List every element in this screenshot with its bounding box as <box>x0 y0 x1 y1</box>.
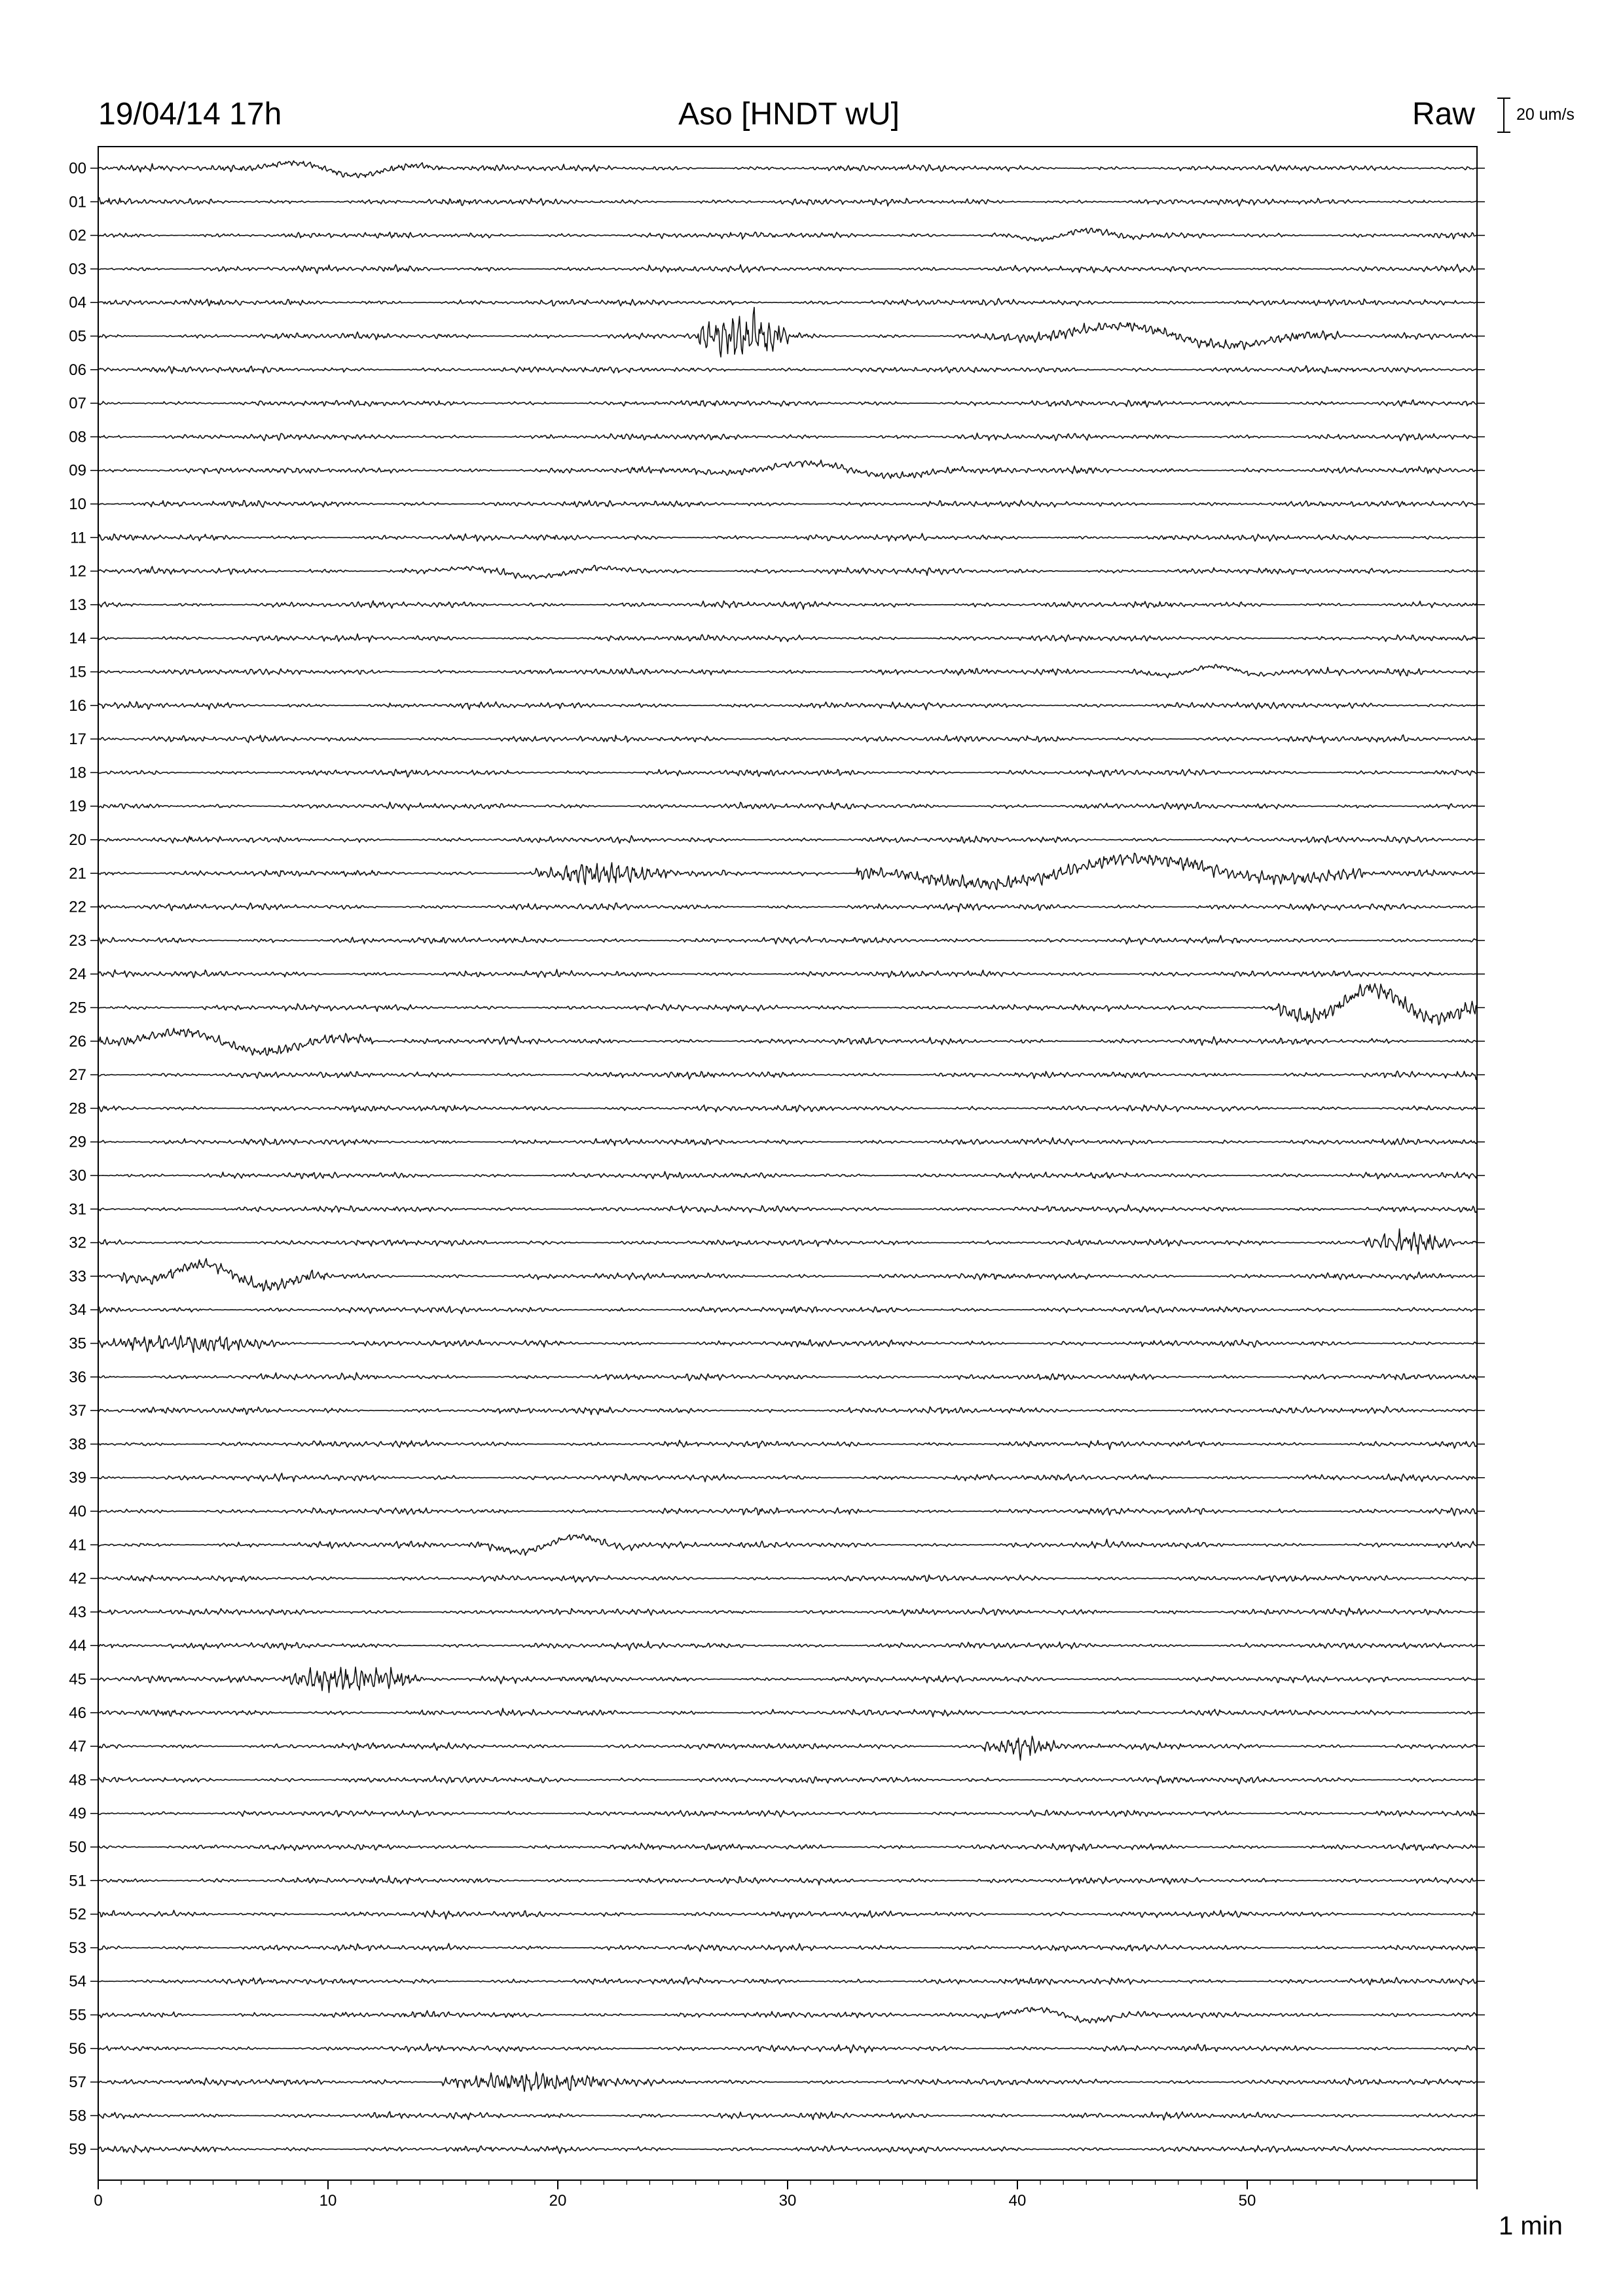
plot-frame <box>98 147 1477 2180</box>
trace-row <box>69 1667 1485 1693</box>
trace-row <box>69 1872 1485 1890</box>
trace-59 <box>98 2145 1477 2153</box>
row-label: 27 <box>69 1066 86 1085</box>
trace-row <box>69 428 1485 446</box>
trace-17 <box>98 735 1477 743</box>
trace-53 <box>98 1943 1477 1952</box>
trace-row <box>69 395 1485 412</box>
row-label: 25 <box>69 999 86 1017</box>
trace-row <box>69 899 1485 916</box>
trace-44 <box>98 1641 1477 1650</box>
trace-37 <box>98 1407 1477 1414</box>
x-tick-label: 50 <box>1238 2192 1256 2210</box>
trace-row <box>69 1100 1485 1117</box>
x-axis <box>94 2180 1477 2210</box>
trace-49 <box>98 1810 1477 1818</box>
trace-10 <box>98 500 1477 507</box>
trace-13 <box>98 601 1477 609</box>
trace-46 <box>98 1708 1477 1717</box>
trace-05 <box>98 308 1477 357</box>
row-label: 56 <box>69 2039 86 2058</box>
x-axis-label: 1 min <box>1499 2212 1563 2240</box>
trace-row <box>69 831 1485 849</box>
row-label: 40 <box>69 1503 86 1520</box>
trace-52 <box>98 1910 1477 1920</box>
trace-01 <box>98 198 1477 206</box>
row-label: 29 <box>69 1133 86 1151</box>
mode-label: Raw <box>1412 97 1475 132</box>
row-label: 12 <box>69 562 86 581</box>
trace-25 <box>98 984 1477 1025</box>
trace-row <box>69 630 1485 647</box>
trace-51 <box>98 1876 1477 1885</box>
trace-06 <box>98 366 1477 374</box>
trace-28 <box>98 1105 1477 1112</box>
trace-row <box>69 193 1485 211</box>
trace-34 <box>98 1306 1477 1314</box>
row-label: 42 <box>69 1570 86 1588</box>
trace-row <box>69 2040 1485 2058</box>
trace-48 <box>98 1776 1477 1784</box>
row-label: 35 <box>69 1335 86 1353</box>
scale-label: 20 um/s <box>1516 105 1575 124</box>
trace-row <box>69 1637 1485 1655</box>
row-label: 03 <box>69 260 86 278</box>
trace-21 <box>98 853 1477 890</box>
trace-27 <box>98 1071 1477 1079</box>
trace-row <box>69 697 1485 715</box>
trace-58 <box>98 2111 1477 2120</box>
trace-row <box>69 1839 1485 1856</box>
x-tick-label: 0 <box>94 2192 103 2210</box>
trace-row <box>69 1570 1485 1588</box>
trace-07 <box>98 400 1477 407</box>
trace-row <box>69 1906 1485 1924</box>
trace-14 <box>98 634 1477 643</box>
trace-02 <box>98 228 1477 242</box>
trace-row <box>69 984 1485 1025</box>
trace-47 <box>98 1736 1477 1761</box>
x-tick-label: 40 <box>1008 2192 1027 2210</box>
row-label: 48 <box>69 1771 86 1789</box>
trace-row <box>69 730 1485 748</box>
trace-row <box>69 1402 1485 1420</box>
trace-row <box>69 361 1485 379</box>
trace-45 <box>98 1667 1477 1693</box>
x-tick-label: 30 <box>778 2192 797 2210</box>
row-label: 19 <box>69 797 86 816</box>
trace-39 <box>98 1473 1477 1482</box>
row-label: 53 <box>69 1939 86 1957</box>
trace-38 <box>98 1440 1477 1449</box>
trace-09 <box>98 460 1477 478</box>
row-label: 32 <box>69 1234 86 1252</box>
row-label: 18 <box>69 764 86 782</box>
trace-30 <box>98 1172 1477 1179</box>
row-label: 24 <box>69 965 86 984</box>
trace-rows <box>69 160 1485 2159</box>
trace-43 <box>98 1608 1477 1616</box>
row-label: 41 <box>69 1536 86 1554</box>
trace-row <box>69 1369 1485 1386</box>
trace-22 <box>98 903 1477 912</box>
trace-04 <box>98 298 1477 306</box>
trace-row <box>69 2107 1485 2125</box>
trace-16 <box>98 702 1477 709</box>
row-label: 52 <box>69 1905 86 1924</box>
trace-row <box>70 529 1485 547</box>
row-label: 02 <box>69 226 86 245</box>
row-label: 21 <box>69 865 86 883</box>
trace-row <box>69 563 1485 581</box>
row-label: 04 <box>69 294 86 312</box>
trace-row <box>69 1503 1485 1520</box>
trace-row <box>69 160 1485 178</box>
trace-row <box>69 260 1485 278</box>
trace-56 <box>98 2044 1477 2053</box>
trace-row <box>69 1134 1485 1151</box>
trace-row <box>69 1771 1485 1789</box>
trace-36 <box>98 1372 1477 1380</box>
trace-row <box>69 294 1485 312</box>
row-label: 55 <box>69 2006 86 2024</box>
trace-57 <box>98 2072 1477 2092</box>
row-label: 59 <box>69 2140 86 2159</box>
trace-row <box>69 1604 1485 1621</box>
row-label: 57 <box>69 2073 86 2092</box>
trace-row <box>69 1229 1485 1254</box>
trace-row <box>69 308 1485 357</box>
trace-row <box>69 596 1485 614</box>
trace-41 <box>98 1534 1477 1555</box>
trace-row <box>69 1028 1485 1056</box>
trace-15 <box>98 664 1477 678</box>
station-title: Aso [HNDT wU] <box>678 97 900 132</box>
trace-row <box>69 1805 1485 1823</box>
row-label: 33 <box>69 1267 86 1285</box>
trace-03 <box>98 264 1477 274</box>
trace-row <box>69 1704 1485 1722</box>
row-label: 37 <box>69 1402 86 1420</box>
row-label: 05 <box>69 327 86 346</box>
row-label: 43 <box>69 1603 86 1621</box>
row-label: 36 <box>69 1368 86 1386</box>
row-label: 15 <box>69 663 86 681</box>
trace-row <box>69 460 1485 480</box>
trace-55 <box>98 2007 1477 2023</box>
trace-29 <box>98 1138 1477 1145</box>
trace-08 <box>98 433 1477 441</box>
trace-35 <box>98 1335 1477 1352</box>
trace-row <box>69 1200 1485 1218</box>
trace-42 <box>98 1575 1477 1582</box>
row-label: 45 <box>69 1670 86 1689</box>
row-label: 39 <box>69 1469 86 1487</box>
trace-row <box>69 1301 1485 1319</box>
trace-50 <box>98 1843 1477 1852</box>
trace-row <box>69 2141 1485 2159</box>
trace-31 <box>98 1205 1477 1213</box>
x-tick-label: 20 <box>549 2192 567 2210</box>
row-label: 01 <box>69 193 86 211</box>
trace-row <box>69 965 1485 983</box>
trace-row <box>69 1469 1485 1487</box>
row-label: 14 <box>69 630 86 648</box>
trace-24 <box>98 969 1477 978</box>
row-label: 49 <box>69 1804 86 1823</box>
row-label: 28 <box>69 1100 86 1118</box>
row-label: 30 <box>69 1167 86 1185</box>
trace-row <box>69 1335 1485 1353</box>
x-tick-label: 10 <box>319 2192 337 2210</box>
trace-19 <box>98 802 1477 810</box>
trace-11 <box>98 533 1477 541</box>
trace-row <box>69 1534 1485 1555</box>
trace-row <box>69 2007 1485 2024</box>
row-label: 58 <box>69 2107 86 2125</box>
trace-row <box>69 1973 1485 1990</box>
row-label: 11 <box>70 529 86 547</box>
row-label: 47 <box>69 1738 86 1756</box>
row-label: 09 <box>69 461 86 480</box>
row-label: 50 <box>69 1839 86 1856</box>
row-label: 46 <box>69 1704 86 1722</box>
trace-23 <box>98 935 1477 944</box>
row-label: 22 <box>69 898 86 916</box>
row-label: 10 <box>69 495 86 513</box>
row-label: 54 <box>69 1973 86 1991</box>
trace-row <box>69 1167 1485 1185</box>
trace-54 <box>98 1977 1477 1985</box>
row-label: 51 <box>69 1872 86 1890</box>
row-label: 38 <box>69 1435 86 1454</box>
trace-row <box>69 2072 1485 2092</box>
trace-12 <box>98 565 1477 579</box>
row-label: 31 <box>69 1200 86 1219</box>
row-label: 26 <box>69 1032 86 1050</box>
trace-row <box>69 1435 1485 1453</box>
trace-33 <box>98 1259 1477 1291</box>
row-label: 16 <box>69 696 86 715</box>
row-label: 00 <box>69 160 86 177</box>
trace-40 <box>98 1508 1477 1516</box>
trace-row <box>69 664 1485 681</box>
row-label: 20 <box>69 831 86 849</box>
trace-row <box>69 764 1485 781</box>
trace-row <box>69 495 1485 513</box>
row-label: 17 <box>69 730 86 749</box>
trace-row <box>69 853 1485 890</box>
trace-row <box>69 932 1485 950</box>
row-label: 07 <box>69 395 86 413</box>
trace-row <box>69 1939 1485 1957</box>
trace-row <box>69 1259 1485 1291</box>
trace-26 <box>98 1028 1477 1056</box>
row-label: 08 <box>69 428 86 446</box>
trace-00 <box>98 161 1477 178</box>
trace-20 <box>98 836 1477 844</box>
row-label: 13 <box>69 596 86 614</box>
trace-18 <box>98 769 1477 777</box>
datetime-label: 19/04/14 17h <box>98 97 282 132</box>
trace-32 <box>98 1229 1477 1254</box>
trace-row <box>69 227 1485 245</box>
row-label: 06 <box>69 361 86 379</box>
trace-row <box>69 1736 1485 1761</box>
row-label: 44 <box>69 1637 86 1655</box>
row-label: 23 <box>69 931 86 950</box>
trace-row <box>69 798 1485 816</box>
row-label: 34 <box>69 1301 86 1319</box>
trace-row <box>69 1066 1485 1084</box>
